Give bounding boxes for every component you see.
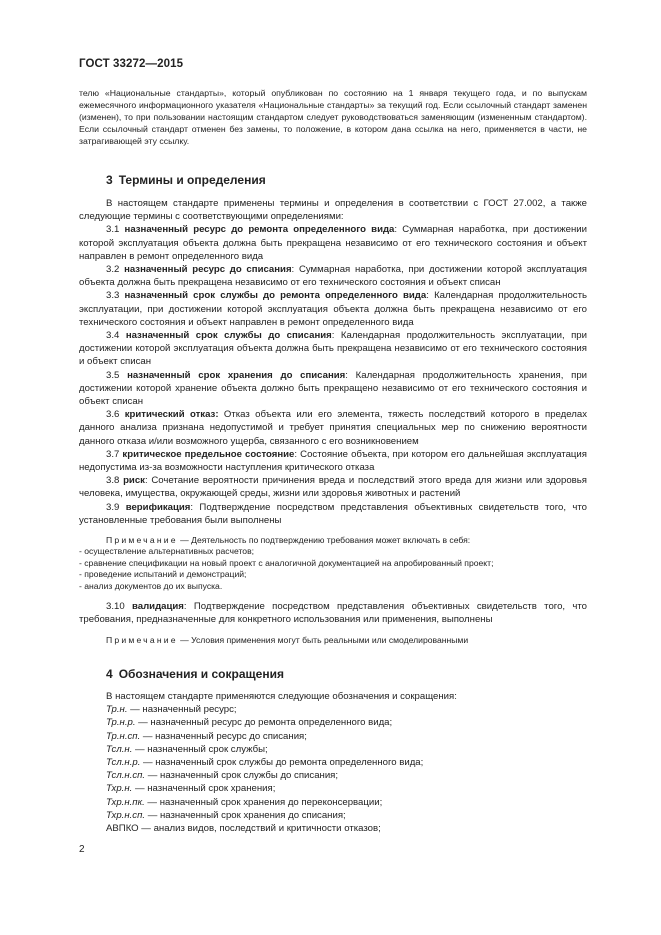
definition-term: верификация [125,501,191,513]
abbreviation-item [106,769,587,782]
abbreviations-list [79,703,587,835]
definition-text: Сочетание вероятности причинения вреда и последствий этого вреда для жизни или здоровья человека, имущества, окружающей среды, жизни или здоровья животных и растений [79,475,587,500]
section-4-lead: В настоящем стандарте применяются следующие обозначения и сокращения: [106,690,457,702]
definition-separator: : [426,290,429,302]
definition-separator: : [331,330,335,342]
note-validation [79,635,587,646]
definition-term: назначенный срок службы до ремонта определенного вида [124,290,427,302]
note-1-item: - анализ документов до их выпуска. [79,580,223,591]
definition-separator: : [394,224,398,236]
page-content [79,87,587,835]
definition-item [79,329,587,369]
note-1-item: - осуществление альтернативных расчетов; [79,546,255,557]
definition-number: 3.8 [106,475,120,487]
note-1-label: Примечание [106,535,178,546]
definition-item [79,501,587,527]
section-3-lead: В настоящем стандарте применены термины и определения в соответствии с ГОСТ 27.002, а также следующие термины с соответствующими определениями: [79,198,587,223]
definition-item [79,448,587,474]
abbreviation-symbol: Тр.н.сп. [106,730,141,742]
section-4-title: Обозначения и сокращения [118,666,284,681]
abbreviation-item [106,730,587,743]
definition-number: 3.5 [106,369,120,381]
definition-separator: : [190,501,194,513]
abbreviation-item [106,703,587,716]
section-3-heading [79,173,587,187]
definition-item [79,408,587,448]
section-4-heading [79,667,587,681]
definition-number: 3.2 [106,264,120,276]
definition-term: риск [123,475,145,487]
abbreviation-meaning: — назначенный ресурс до списания; [140,730,307,742]
abbreviation-meaning: — назначенный ресурс; [127,704,237,716]
abbreviation-symbol: Тсл.н.р. [106,756,141,768]
definition-number: 3.10 [106,601,125,613]
definition-term: критический отказ: [124,409,219,421]
abbreviation-meaning: — назначенный срок службы до списания; [145,770,339,782]
definition-term: критическое предельное состояние [122,448,295,460]
abbreviation-meaning: — назначенный срок хранения до списания; [145,809,346,821]
definition-term: назначенный ресурс до списания [124,264,292,276]
abbreviation-meaning: — назначенный ресурс до ремонта определенного вида; [135,717,393,729]
definition-number: 3.1 [106,224,120,236]
definition-text: Календарная продолжительность эксплуатации, при достижении которой эксплуатация объекта должна быть прекращена независимо от его технического состояния и объект направлен в ремонт определенного вида [79,290,587,328]
abbreviation-item [106,756,587,769]
abbreviation-symbol: Тсл.н.сп. [106,770,146,782]
page-number: 2 [79,844,85,855]
definition-term: назначенный срок хранения до списания [127,369,346,381]
definition-separator: : [144,475,148,487]
section-3-number: 3 [106,173,113,187]
note-1-item: - сравнение спецификации на новый проект с аналогичной документацией на апробированный проект; [79,557,494,568]
definition-text: Календарная продолжительность хранения, при достижении которой хранение объекта должно быть прекращено независимо от его технического состояния и объект списан [79,369,588,408]
abbreviation-item [106,796,587,809]
definition-term: назначенный срок службы до списания [125,330,332,342]
note-1-text: — Деятельность по подтверждению требования может включать в себя: [177,535,471,546]
definition-number: 3.7 [106,448,120,460]
definition-term: валидация [131,601,184,613]
abbreviation-item [106,809,587,822]
abbreviation-symbol: Тсл.н. [106,743,133,755]
abbreviation-symbol: Тр.н.р. [106,717,136,729]
note-2-text: — Условия применения могут быть реальными или смоделированными [177,634,469,645]
definition-separator: : [291,264,295,276]
note-1-head [79,535,587,546]
definition-number: 3.6 [106,409,120,421]
abbreviation-meaning: — назначенный срок хранения до переконсервации; [144,796,383,808]
abbreviation-symbol: Тхр.н.сп. [106,809,146,821]
definition-number: 3.9 [106,501,120,513]
abbreviation-symbol: Тхр.н.пк. [106,796,145,808]
definition-number: 3.3 [106,290,120,302]
section-4-number: 4 [106,666,113,681]
note-verification [79,535,587,592]
definitions-list [79,223,587,527]
abbreviation-item [106,716,587,729]
definition-text: Отказ объекта или его элемента, тяжесть последствий которого в пределах данного анализа признана недопустимой и требует принятия специальных мер по снижению вероятности данного отказа и/или возможного ущерба, связанного с его возникновением [79,409,587,447]
abbreviation-meaning: — назначенный срок хранения; [132,783,276,795]
definition-text: Подтверждение посредством представления объективных свидетельств того, что требования, предназначенные для конкретного использования или применения, выполнены [79,601,588,626]
definition-number: 3.4 [106,330,120,342]
definition-text: Суммарная наработка, при достижении которой эксплуатация объекта должна быть прекращена независимо от его технического состояния и объект списан [79,264,588,289]
definition-item [79,474,587,500]
abbreviation-meaning: — анализ видов, последствий и критичности отказов; [138,822,381,834]
note-1-item: - проведение испытаний и демонстраций; [79,569,247,580]
definition-text: Состояние объекта, при котором его дальнейшая эксплуатация недопустима из-за возможности наступления критического отказа [79,448,587,474]
definition-item [79,369,587,409]
definition-text: Календарная продолжительность эксплуатации, при достижении которой эксплуатация объекта должна быть прекращена независимо от его технического состояния и объект списан [79,330,587,368]
definition-item [79,263,587,289]
abbreviation-item [106,822,587,835]
definition-text: Подтверждение посредством представления объективных свидетельств того, что установленные требования были выполнены [79,501,587,526]
abbreviation-symbol: Тр.н. [106,704,128,716]
intro-paragraph: телю «Национальные стандарты», который опубликован по состоянию на 1 января текущего года, и по выпускам ежемесячного информационного указателя «Национальные стандарты» за текущий год. Если ссылочный стандарт заменен (изменен), то при пользовании настоящим стандартом следует руководствоваться заменяющим (измененным стандартом). Если ссылочный стандарт отменен без замены, то положение, в котором дана ссылка на него, применяется в части, не затрагивающей эту ссылку. [79,88,587,146]
definition-separator: : [183,601,187,613]
note-2-label: Примечание [106,634,178,645]
abbreviation-item [106,782,587,795]
section-3-title: Термины и определения [118,173,266,187]
abbreviation-symbol: АВПКО [106,822,139,834]
definition-separator: : [294,448,298,460]
definition-text: Суммарная наработка, при достижении которой эксплуатация объекта должна быть прекращена независимо от его технического состояния и объект направлен в ремонт определенного вида [79,224,587,262]
document-code-header: ГОСТ 33272—2015 [79,58,184,70]
abbreviation-meaning: — назначенный срок службы; [132,743,268,755]
definition-item [79,289,587,329]
definition-item [79,223,587,263]
definition-term: назначенный ресурс до ремонта определенного вида [124,224,395,236]
definition-3-10 [79,600,587,626]
abbreviation-item [106,743,587,756]
definition-separator: : [345,369,348,381]
abbreviation-symbol: Тхр.н. [106,783,133,795]
abbreviation-meaning: — назначенный срок службы до ремонта определенного вида; [140,756,424,768]
